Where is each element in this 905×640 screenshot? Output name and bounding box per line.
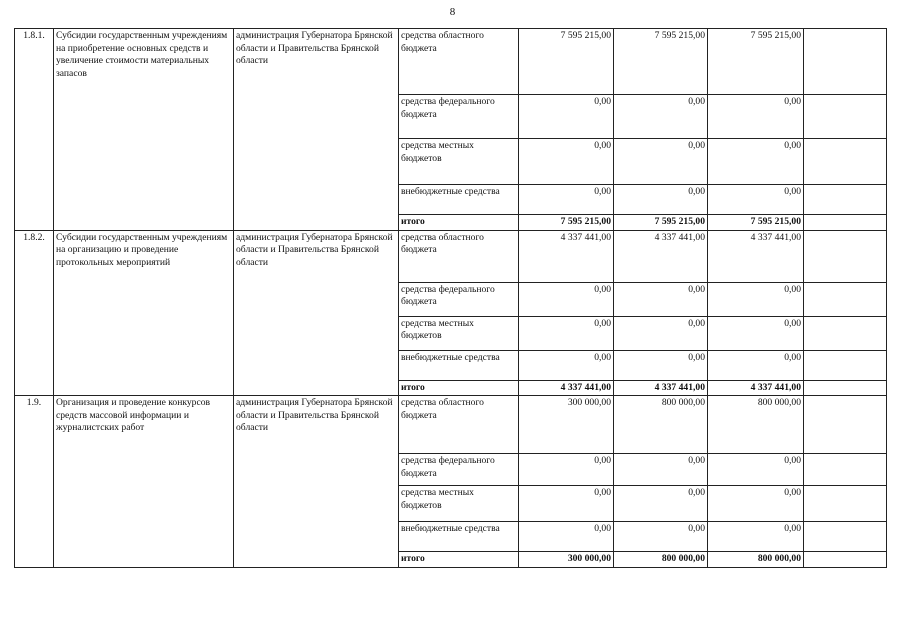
- empty-cell: [804, 29, 887, 95]
- empty-cell: [804, 486, 887, 522]
- amount-v3: 0,00: [708, 316, 804, 350]
- funding-source: средства областного бюджета: [399, 396, 519, 454]
- funding-source: внебюджетные средства: [399, 522, 519, 552]
- amount-v2: 0,00: [614, 350, 708, 380]
- empty-cell: [804, 215, 887, 231]
- amount-v1: 0,00: [519, 522, 614, 552]
- amount-v3: 7 595 215,00: [708, 215, 804, 231]
- empty-cell: [804, 95, 887, 139]
- amount-v2: 0,00: [614, 185, 708, 215]
- amount-v1: 300 000,00: [519, 552, 614, 568]
- amount-v2: 0,00: [614, 316, 708, 350]
- funding-row: [15, 29, 887, 95]
- funding-source: средства областного бюджета: [399, 230, 519, 282]
- amount-v3: 0,00: [708, 185, 804, 215]
- funding-source: итого: [399, 552, 519, 568]
- amount-v3: 4 337 441,00: [708, 380, 804, 396]
- amount-v1: 0,00: [519, 350, 614, 380]
- amount-v1: 7 595 215,00: [519, 215, 614, 231]
- budget-table: [14, 28, 887, 568]
- item-executor: администрация Губернатора Брянской области и Правительства Брянской области: [234, 29, 399, 231]
- amount-v3: 7 595 215,00: [708, 29, 804, 95]
- item-name: Субсидии государственным учреждениям на приобретение основных средств и увеличение стоимости материальных запасов: [54, 29, 234, 231]
- item-executor: администрация Губернатора Брянской области и Правительства Брянской области: [234, 396, 399, 568]
- item-name: Организация и проведение конкурсов средств массовой информации и журналистских работ: [54, 396, 234, 568]
- item-name: Субсидии государственным учреждениям на организацию и проведение протокольных мероприятий: [54, 230, 234, 396]
- amount-v3: 0,00: [708, 139, 804, 185]
- empty-cell: [804, 522, 887, 552]
- empty-cell: [804, 552, 887, 568]
- amount-v1: 0,00: [519, 486, 614, 522]
- amount-v2: 0,00: [614, 454, 708, 486]
- empty-cell: [804, 230, 887, 282]
- amount-v3: 0,00: [708, 486, 804, 522]
- amount-v2: 4 337 441,00: [614, 380, 708, 396]
- funding-source: внебюджетные средства: [399, 350, 519, 380]
- amount-v2: 0,00: [614, 139, 708, 185]
- empty-cell: [804, 350, 887, 380]
- empty-cell: [804, 396, 887, 454]
- funding-source: средства местных бюджетов: [399, 486, 519, 522]
- empty-cell: [804, 139, 887, 185]
- amount-v1: 0,00: [519, 185, 614, 215]
- funding-source: средства местных бюджетов: [399, 139, 519, 185]
- item-number: 1.8.1.: [15, 29, 54, 231]
- funding-row: [15, 396, 887, 454]
- funding-source: средства федерального бюджета: [399, 454, 519, 486]
- item-number: 1.8.2.: [15, 230, 54, 396]
- amount-v1: 4 337 441,00: [519, 230, 614, 282]
- item-executor: администрация Губернатора Брянской области и Правительства Брянской области: [234, 230, 399, 396]
- amount-v3: 800 000,00: [708, 396, 804, 454]
- amount-v3: 0,00: [708, 522, 804, 552]
- amount-v1: 0,00: [519, 282, 614, 316]
- amount-v3: 800 000,00: [708, 552, 804, 568]
- funding-row: [15, 230, 887, 282]
- funding-source: средства федерального бюджета: [399, 95, 519, 139]
- funding-source: внебюджетные средства: [399, 185, 519, 215]
- amount-v2: 0,00: [614, 486, 708, 522]
- funding-source: средства федерального бюджета: [399, 282, 519, 316]
- amount-v2: 7 595 215,00: [614, 215, 708, 231]
- amount-v2: 0,00: [614, 282, 708, 316]
- funding-source: итого: [399, 215, 519, 231]
- amount-v3: 0,00: [708, 454, 804, 486]
- amount-v2: 800 000,00: [614, 396, 708, 454]
- amount-v1: 0,00: [519, 316, 614, 350]
- amount-v1: 4 337 441,00: [519, 380, 614, 396]
- page-number: 8: [449, 6, 456, 18]
- empty-cell: [804, 454, 887, 486]
- amount-v3: 0,00: [708, 350, 804, 380]
- amount-v2: 4 337 441,00: [614, 230, 708, 282]
- empty-cell: [804, 380, 887, 396]
- empty-cell: [804, 185, 887, 215]
- amount-v1: 0,00: [519, 95, 614, 139]
- amount-v1: 0,00: [519, 454, 614, 486]
- item-number: 1.9.: [15, 396, 54, 568]
- empty-cell: [804, 316, 887, 350]
- amount-v2: 800 000,00: [614, 552, 708, 568]
- funding-source: средства местных бюджетов: [399, 316, 519, 350]
- amount-v2: 7 595 215,00: [614, 29, 708, 95]
- amount-v2: 0,00: [614, 522, 708, 552]
- amount-v2: 0,00: [614, 95, 708, 139]
- funding-source: итого: [399, 380, 519, 396]
- amount-v3: 4 337 441,00: [708, 230, 804, 282]
- amount-v3: 0,00: [708, 282, 804, 316]
- empty-cell: [804, 282, 887, 316]
- amount-v1: 0,00: [519, 139, 614, 185]
- amount-v1: 7 595 215,00: [519, 29, 614, 95]
- funding-source: средства областного бюджета: [399, 29, 519, 95]
- amount-v1: 300 000,00: [519, 396, 614, 454]
- amount-v3: 0,00: [708, 95, 804, 139]
